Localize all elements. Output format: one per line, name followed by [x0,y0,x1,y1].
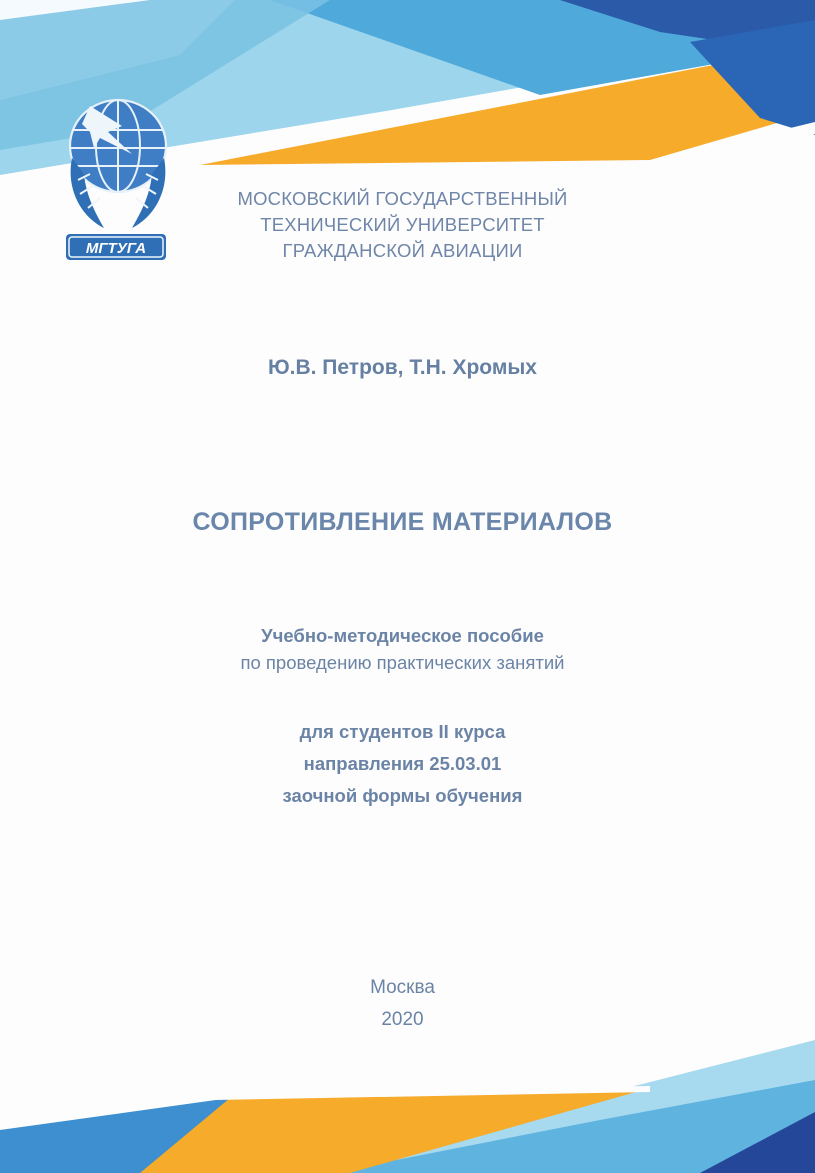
book-title: СОПРОТИВЛЕНИЕ МАТЕРИАЛОВ [192,508,613,536]
publication-city: Москва [370,977,435,998]
university-emblem [60,88,172,270]
subtitle-line-1: Учебно-методическое пособие [261,625,544,646]
publication-year: 2020 [381,1009,424,1030]
audience-line-3: заочной формы обучения [282,785,523,806]
publication-info [250,972,555,1036]
book-subtitle [120,622,685,676]
university-name [200,186,605,264]
audience-line-2: направления 25.03.01 [303,753,502,774]
authors: Ю.В. Петров, Т.Н. Хромых [267,356,537,379]
university-line-3: ГРАЖДАНСКОЙ АВИАЦИИ [282,240,523,261]
emblem-text: МГТУГА [85,240,147,257]
university-line-1: МОСКОВСКИЙ ГОСУДАРСТВЕННЫЙ [237,188,568,209]
target-audience [150,716,655,812]
subtitle-line-2: по проведению практических занятий [240,652,565,673]
audience-line-1: для студентов II курса [299,721,506,742]
university-line-2: ТЕХНИЧЕСКИЙ УНИВЕРСИТЕТ [260,214,545,235]
